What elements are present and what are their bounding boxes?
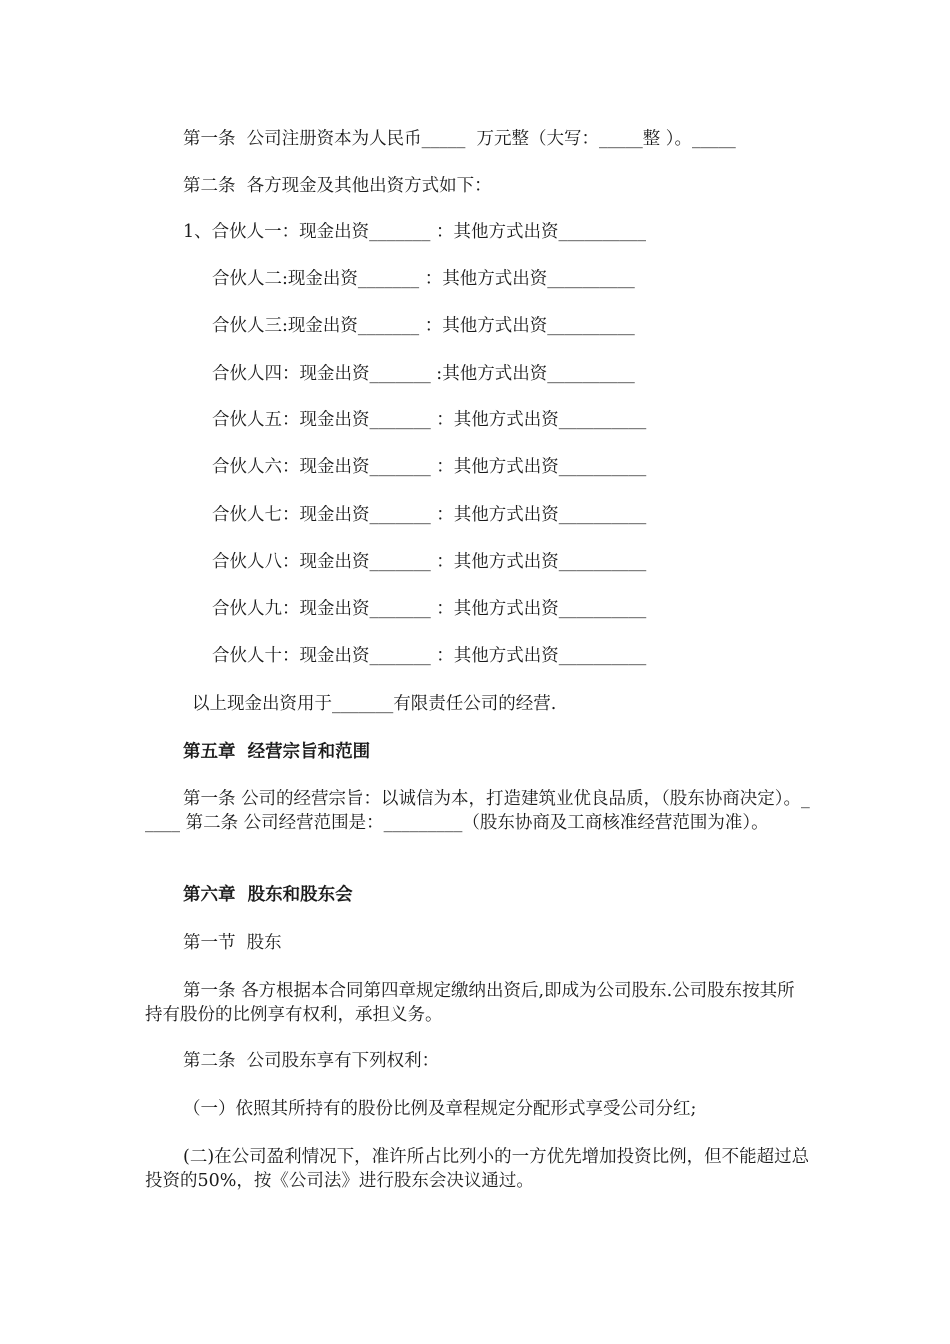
partner-line-2: 合伙人二:现金出资_______ ：其他方式出资__________ xyxy=(212,269,635,289)
section-1-title: 第一节 股东 xyxy=(183,933,282,953)
chapter-6-clause-1: 第一条 各方根据本合同第四章规定缴纳出资后,即成为公司股东.公司股东按其所持有股份的比例享有权利，承担义务。 xyxy=(145,981,795,1025)
partner-line-3: 合伙人三:现金出资_______ ：其他方式出资__________ xyxy=(212,316,635,336)
shareholder-right-1: （一）依照其所持有的股份比例及章程规定分配形式享受公司分红; xyxy=(183,1099,697,1119)
clause-registered-capital: 第一条 公司注册资本为人民币_____ 万元整（大写：_____整 ）。_____ xyxy=(183,129,736,149)
partner-line-1: 1、合伙人一：现金出资_______ ：其他方式出资__________ xyxy=(183,222,646,242)
partner-line-7: 合伙人七：现金出资_______ ：其他方式出资__________ xyxy=(212,505,647,525)
partner-line-10: 合伙人十：现金出资_______ ：其他方式出资__________ xyxy=(212,646,647,666)
partner-line-6: 合伙人六：现金出资_______ ：其他方式出资__________ xyxy=(212,457,647,477)
chapter-6-heading: 第六章 股东和股东会 xyxy=(183,885,353,905)
partner-line-9: 合伙人九：现金出资_______ ：其他方式出资__________ xyxy=(212,599,647,619)
clause-contribution-methods: 第二条 各方现金及其他出资方式如下： xyxy=(183,176,492,196)
partner-line-4: 合伙人四：现金出资_______ :其他方式出资__________ xyxy=(212,364,635,384)
cash-usage-line: 以上现金出资用于_______有限责任公司的经营. xyxy=(192,694,557,714)
shareholder-right-2: (二)在公司盈利情况下，准许所占比列小的一方优先增加投资比例，但不能超过总投资的50%，按《公司法》进行股东会决议通过。 xyxy=(145,1147,810,1191)
chapter-5-heading: 第五章 经营宗旨和范围 xyxy=(183,742,371,762)
chapter-5-body: 第一条 公司的经营宗旨：以诚信为本，打造建筑业优良品质，（股东协商决定）。_____ 第二条 公司经营范围是：_________（股东协商及工商核准经营范围为准）。 xyxy=(145,789,810,833)
partner-line-8: 合伙人八：现金出资_______ ：其他方式出资__________ xyxy=(212,552,647,572)
partner-line-5: 合伙人五：现金出资_______ ：其他方式出资__________ xyxy=(212,410,647,430)
chapter-6-clause-2: 第二条 公司股东享有下列权利： xyxy=(183,1051,440,1071)
